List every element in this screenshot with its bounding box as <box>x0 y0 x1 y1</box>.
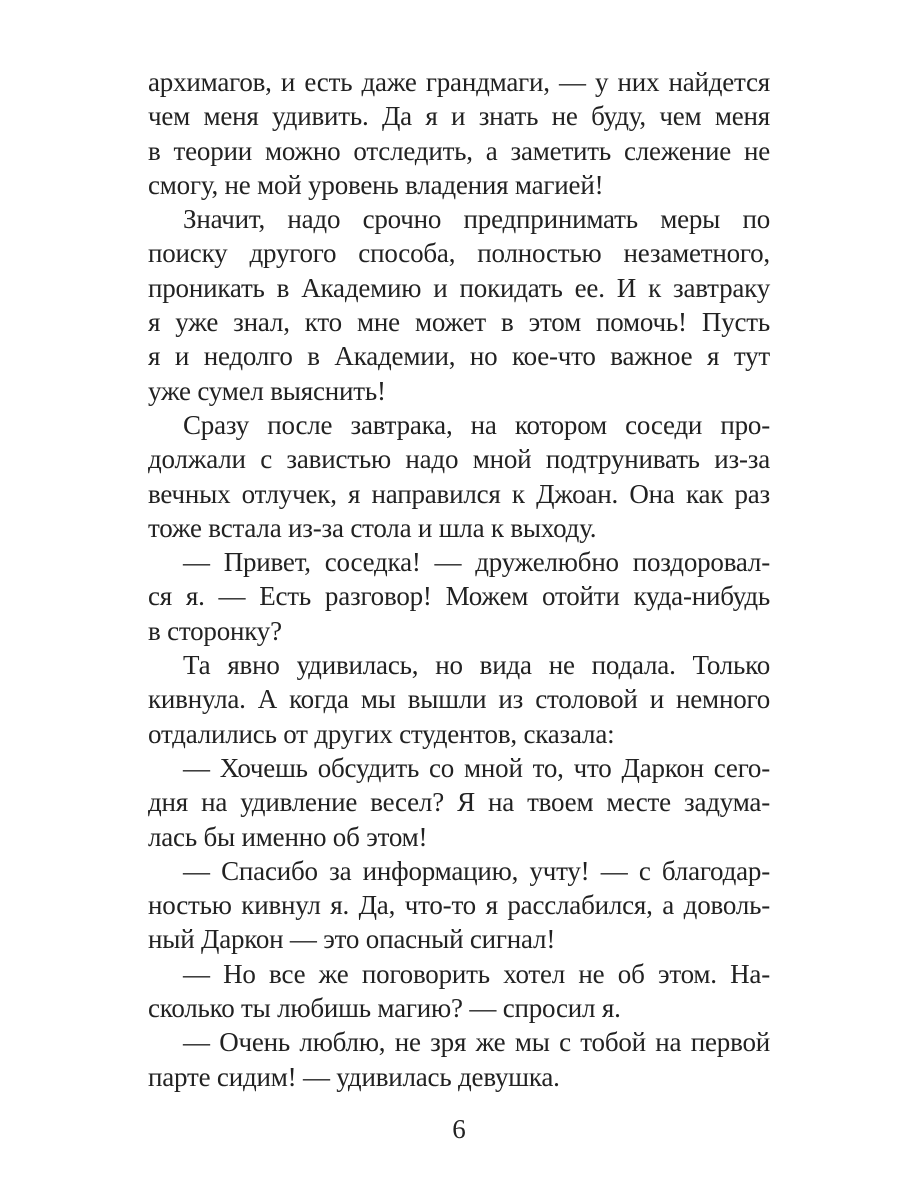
text-line: Сразу после завтрака, на котором соседи про- <box>183 409 770 440</box>
text-line: дня на удивление весел? Я на твоем месте задума- <box>148 787 770 818</box>
text-line: в сторонку? <box>148 615 282 646</box>
text-line: тоже встала из-за стола и шла к выходу. <box>148 512 597 543</box>
text-line: ся я. — Есть разговор! Можем отойти куда-нибудь <box>148 581 770 612</box>
text-line: — Хочешь обсудить со мной то, что Даркон сего- <box>183 752 770 783</box>
text-line: парте сидим! — удивилась девушка. <box>148 1061 560 1092</box>
text-line: Та явно удивилась, но вида не подала. Только <box>183 650 770 681</box>
text-line: ностью кивнул я. Да, что-то я расслабился, а доволь- <box>148 890 770 921</box>
paragraph <box>148 65 770 202</box>
paragraph <box>148 1025 770 1094</box>
text-line: смогу, не мой уровень владения магией! <box>148 169 604 200</box>
text-line: лась бы именно об этом! <box>148 821 428 852</box>
text-line: отдалились от других студентов, сказала: <box>148 718 615 749</box>
paragraph <box>148 202 770 408</box>
text-line: чем меня удивить. Да я и знать не буду, чем меня <box>148 101 770 132</box>
text-line: — Очень люблю, не зря же мы с тобой на первой <box>183 1027 770 1058</box>
text-line: сколько ты любишь магию? — спросил я. <box>148 993 621 1024</box>
paragraph <box>148 648 770 751</box>
text-line: проникать в Академию и покидать ее. И к завтраку <box>148 272 770 303</box>
text-line: — Привет, соседка! — дружелюбно поздоровал- <box>183 547 770 578</box>
paragraph <box>148 408 770 545</box>
paragraph <box>148 854 770 957</box>
text-line: Значит, надо срочно предпринимать меры по <box>183 204 770 235</box>
text-line: — Спасибо за информацию, учту! — с благодар- <box>183 855 770 886</box>
text-line: кивнула. А когда мы вышли из столовой и немного <box>148 684 770 715</box>
text-line: уже сумел выяснить! <box>148 375 386 406</box>
text-line: архимагов, и есть даже грандмаги, — у них найдется <box>148 67 770 97</box>
text-line: вечных отлучек, я направился к Джоан. Она как раз <box>148 478 770 509</box>
paragraph <box>148 957 770 1026</box>
paragraph <box>148 545 770 648</box>
text-line: в теории можно отследить, а заметить слежение не <box>148 135 770 166</box>
text-line: я уже знал, кто мне может в этом помочь! Пусть <box>148 307 770 338</box>
text-line: должали с завистью надо мной подтрунивать из-за <box>148 444 770 475</box>
paragraph <box>148 751 770 854</box>
text-line: я и недолго в Академии, но кое-что важное я тут <box>148 341 770 372</box>
page-text-block <box>148 65 770 1094</box>
page-number: 6 <box>452 1114 466 1144</box>
text-line: ный Даркон — это опасный сигнал! <box>148 924 556 955</box>
text-line: — Но все же поговорить хотел не об этом. На- <box>183 958 770 989</box>
text-line: поиску другого способа, полностью незаметного, <box>148 238 770 269</box>
